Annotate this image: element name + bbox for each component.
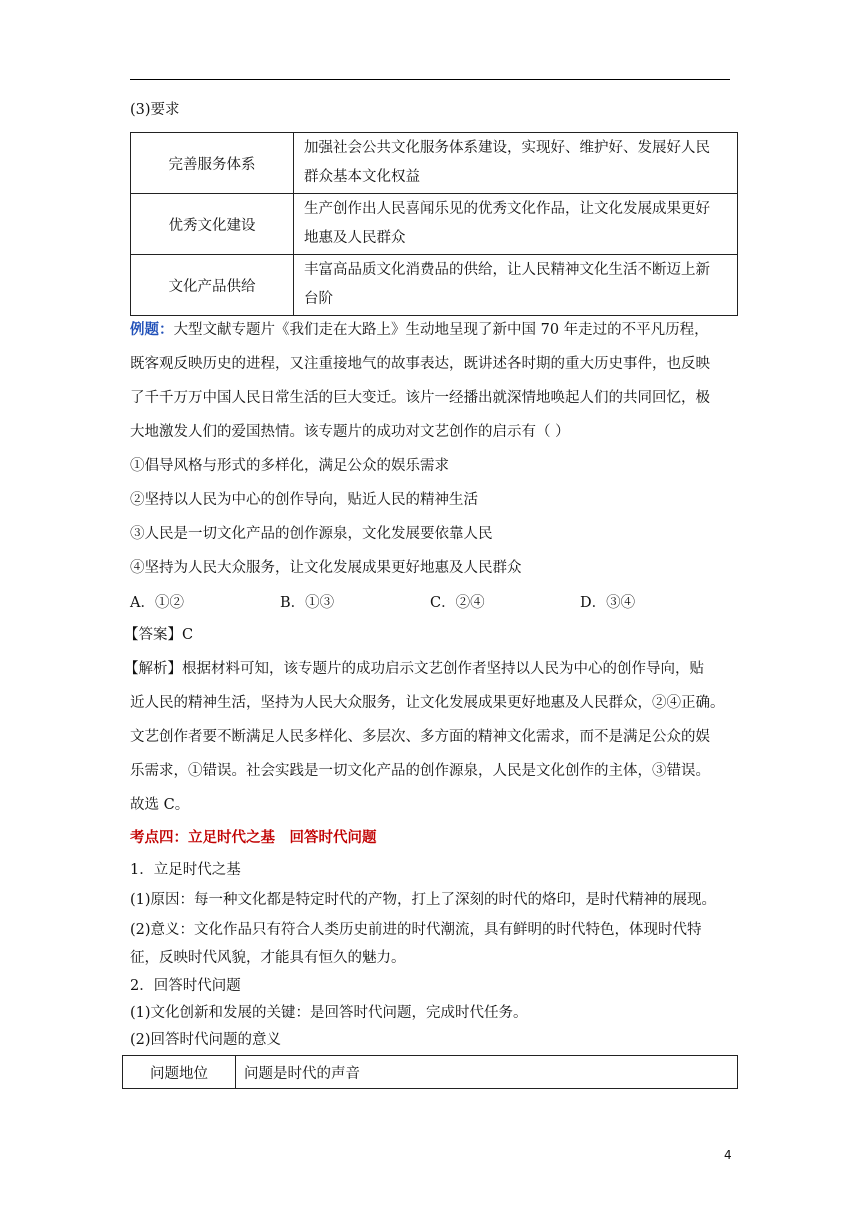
- option-d: D．③④: [580, 595, 636, 611]
- requirements-heading: (3)要求: [130, 102, 180, 118]
- section-key: (1)文化创新和发展的关键：是回答时代问题，完成时代任务。: [130, 1005, 528, 1021]
- section-title: 考点四：立足时代之基 回答时代问题: [130, 829, 377, 846]
- significance-table: [122, 1055, 738, 1089]
- statement-2: ②坚持以人民为中心的创作导向，贴近人民的精神生活: [130, 492, 478, 508]
- analysis-label: 【解析】: [124, 661, 182, 677]
- table-row: [131, 255, 738, 316]
- option-a: A．①②: [130, 595, 184, 611]
- statement-4: ④坚持为人民大众服务，让文化发展成果更好地惠及人民群众: [130, 560, 522, 576]
- table-key: 完善服务体系: [131, 133, 294, 194]
- example-line-3: 了千千万万中国人民日常生活的巨大变迁。该片一经播出就深情地唤起人们的共同回忆，极: [130, 390, 710, 406]
- table-value: 问题是时代的声音: [236, 1056, 738, 1089]
- statement-3: ③人民是一切文化产品的创作源泉，文化发展要依靠人民: [130, 526, 493, 542]
- table-row: [123, 1056, 738, 1089]
- analysis-line-2: 近人民的精神生活，坚持为人民大众服务，让文化发展成果更好地惠及人民群众，②④正确。: [130, 695, 725, 711]
- example-line-1: 例题：大型文献专题片《我们走在大路上》生动地呈现了新中国 70 年走过的不平凡历程，: [130, 321, 709, 338]
- statement-1: ①倡导风格与形式的多样化，满足公众的娱乐需求: [130, 458, 449, 474]
- table-key: 优秀文化建设: [131, 194, 294, 255]
- table-value: 加强社会公共文化服务体系建设，实现好、维护好、发展好人民 群众基本文化权益: [294, 133, 738, 194]
- table-row: [131, 133, 738, 194]
- analysis-line-4: 乐需求，①错误。社会实践是一切文化产品的创作源泉，人民是文化创作的主体，③错误。: [130, 763, 710, 779]
- section-meaning-1: (2)意义：文化作品只有符合人类历史前进的时代潮流，具有鲜明的时代特色，体现时代特: [130, 922, 702, 938]
- requirements-table: [130, 132, 738, 316]
- answer: 【答案】C: [124, 627, 194, 643]
- page-number: 4: [724, 1148, 732, 1162]
- table-key: 问题地位: [123, 1056, 236, 1089]
- option-b: B．①③: [280, 595, 335, 611]
- table-row: [131, 194, 738, 255]
- section-reason: (1)原因：每一种文化都是特定时代的产物，打上了深刻的时代的烙印，是时代精神的展现。: [130, 892, 717, 908]
- table-key: 文化产品供给: [131, 255, 294, 316]
- example-line-4: 大地激发人们的爱国热情。该专题片的成功对文艺创作的启示有（ ）: [130, 424, 570, 440]
- analysis-line-3: 文艺创作者要不断满足人民多样化、多层次、多方面的精神文化需求，而不是满足公众的娱: [130, 729, 710, 745]
- example-line-2: 既客观反映历史的进程，又注重接地气的故事表达，既讲述各时期的重大历史事件，也反映: [130, 356, 710, 372]
- example-label: 例题：: [130, 321, 174, 338]
- section-point-2: 2．回答时代问题: [130, 978, 241, 994]
- option-c: C．②④: [430, 595, 485, 611]
- section-point-1: 1．立足时代之基: [130, 862, 241, 878]
- analysis-line-1: 【解析】根据材料可知，该专题片的成功启示文艺创作者坚持以人民为中心的创作导向，贴: [124, 661, 704, 677]
- analysis-line-5: 故选 C。: [130, 797, 190, 813]
- header-rule: [130, 79, 730, 80]
- table-value: 生产创作出人民喜闻乐见的优秀文化作品，让文化发展成果更好 地惠及人民群众: [294, 194, 738, 255]
- table-value: 丰富高品质文化消费品的供给，让人民精神文化生活不断迈上新 台阶: [294, 255, 738, 316]
- section-meaning-2: 征，反映时代风貌，才能具有恒久的魅力。: [130, 950, 406, 966]
- section-significance: (2)回答时代问题的意义: [130, 1032, 282, 1048]
